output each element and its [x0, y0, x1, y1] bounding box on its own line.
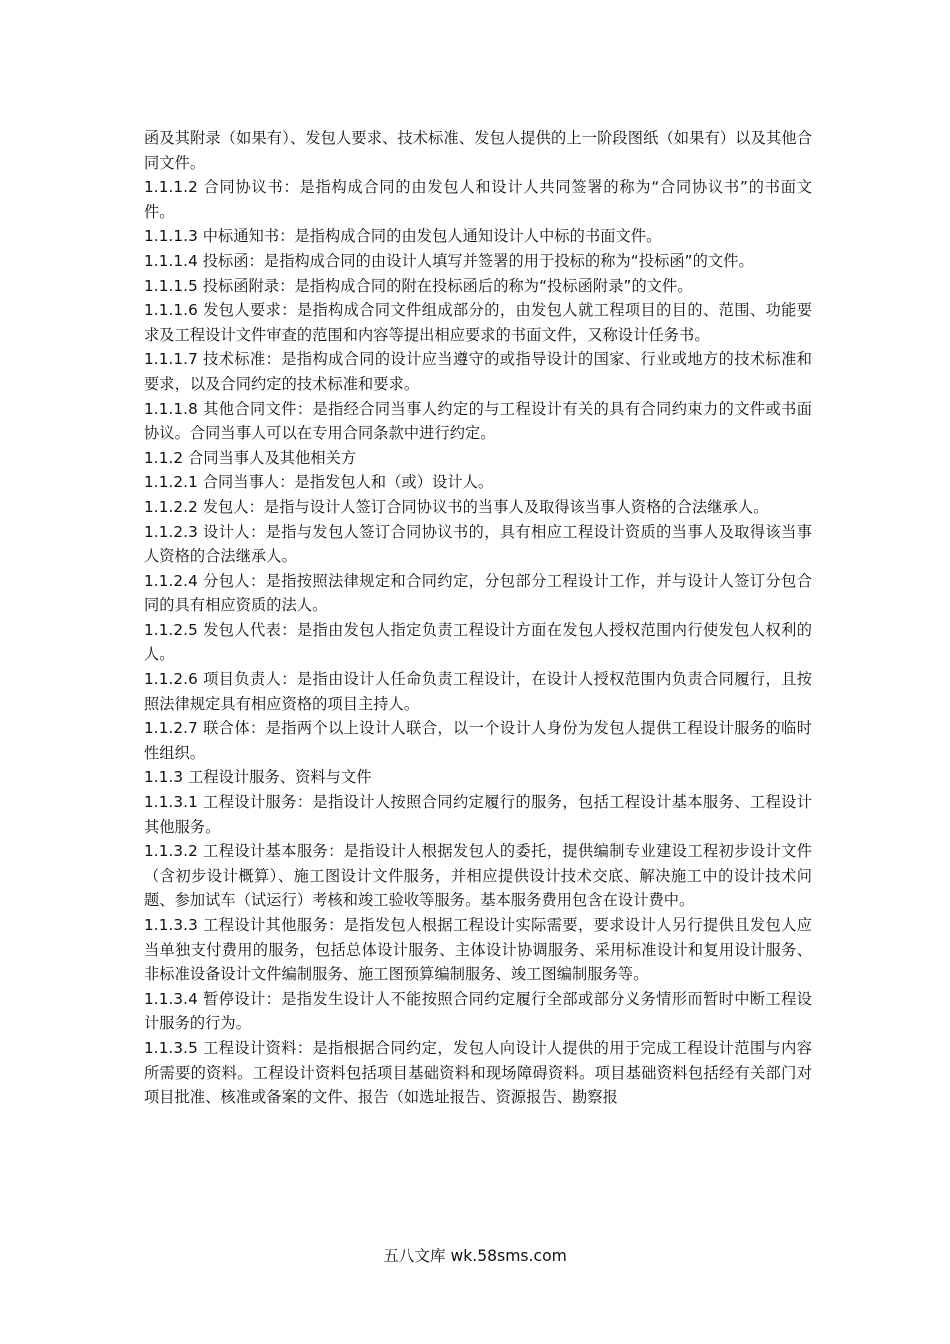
paragraph: 1.1.3.3 工程设计其他服务：是指发包人根据工程设计实际需要，要求设计人另行提供且发包人应当单独支付费用的服务，包括总体设计服务、主体设计协调服务、采用标准设计和复用设计服务、非标准设备设计文件编制服务、施工图预算编制服务、竣工图编制服务等。 [144, 916, 812, 984]
paragraph: 1.1.2.1 合同当事人：是指发包人和（或）设计人。 [144, 473, 494, 492]
paragraph: 1.1.1.7 技术标准：是指构成合同的设计应当遵守的或指导设计的国家、行业或地方的技术标准和要求，以及合同约定的技术标准和要求。 [144, 350, 812, 393]
paragraph: 1.1.2.4 分包人：是指按照法律规定和合同约定，分包部分工程设计工作，并与设计人签订分包合同的具有相应资质的法人。 [144, 571, 812, 615]
footer-watermark: 五八文库 wk.58sms.com [383, 1247, 567, 1265]
paragraph: 函及其附录（如果有）、发包人要求、技术标准、发包人提供的上一阶段图纸（如果有）以及其他合同文件。 [144, 129, 812, 172]
paragraph: 1.1.2.5 发包人代表：是指由发包人指定负责工程设计方面在发包人授权范围内行使发包人权利的人。 [144, 620, 812, 664]
section-heading: 1.1.3 工程设计服务、资料与文件 [144, 768, 372, 787]
paragraph: 1.1.3.2 工程设计基本服务：是指设计人根据发包人的委托，提供编制专业建设工程初步设计文件（含初步设计概算）、施工图设计文件服务，并相应提供设计技术交底、解决施工中的设计技术问题、参加试车（试运行）考核和竣工验收等服务。基本服务费用包含在设计费中。 [144, 842, 812, 910]
paragraph: 1.1.3.1 工程设计服务：是指设计人按照合同约定履行的服务，包括工程设计基本服务、工程设计其他服务。 [144, 793, 812, 836]
paragraph: 1.1.1.3 中标通知书：是指构成合同的由发包人通知设计人中标的书面文件。 [144, 227, 662, 246]
paragraph: 1.1.1.8 其他合同文件：是指经合同当事人约定的与工程设计有关的具有合同约束力的文件或书面协议。合同当事人可以在专用合同条款中进行约定。 [144, 399, 812, 443]
section-heading: 1.1.2 合同当事人及其他相关方 [144, 448, 357, 467]
paragraph: 1.1.2.3 设计人：是指与发包人签订合同协议书的，具有相应工程设计资质的当事人及取得该当事人资格的合法继承人。 [144, 522, 812, 566]
paragraph: 1.1.3.4 暂停设计：是指发生设计人不能按照合同约定履行全部或部分义务情形而暂时中断工程设计服务的行为。 [144, 989, 812, 1033]
paragraph: 1.1.1.4 投标函：是指构成合同的由设计人填写并签署的用于投标的称为“投标函”的文件。 [144, 251, 754, 270]
paragraph: 1.1.2.7 联合体：是指两个以上设计人联合，以一个设计人身份为发包人提供工程设计服务的临时性组织。 [144, 719, 812, 762]
paragraph: 1.1.2.6 项目负责人：是指由设计人任命负责工程设计，在设计人授权范围内负责合同履行，且按照法律规定具有相应资格的项目主持人。 [144, 670, 812, 713]
paragraph: 1.1.1.5 投标函附录：是指构成合同的附在投标函后的称为“投标函附录”的文件。 [144, 276, 693, 295]
paragraph: 1.1.3.5 工程设计资料：是指根据合同约定，发包人向设计人提供的用于完成工程设计范围与内容所需要的资料。工程设计资料包括项目基础资料和现场障碍资料。项目基础资料包括经有关部门对项目批准、核准或备案的文件、报告（如选址报告、资源报告、勘察报 [144, 1038, 812, 1107]
document-body [144, 126, 812, 1110]
paragraph: 1.1.1.6 发包人要求：是指构成合同文件组成部分的，由发包人就工程项目的目的、范围、功能要求及工程设计文件审查的范围和内容等提出相应要求的书面文件，又称设计任务书。 [144, 301, 812, 344]
paragraph: 1.1.2.2 发包人：是指与设计人签订合同协议书的当事人及取得该当事人资格的合法继承人。 [144, 497, 769, 516]
paragraph: 1.1.1.2 合同协议书：是指构成合同的由发包人和设计人共同签署的称为“合同协议书”的书面文件。 [144, 178, 812, 221]
